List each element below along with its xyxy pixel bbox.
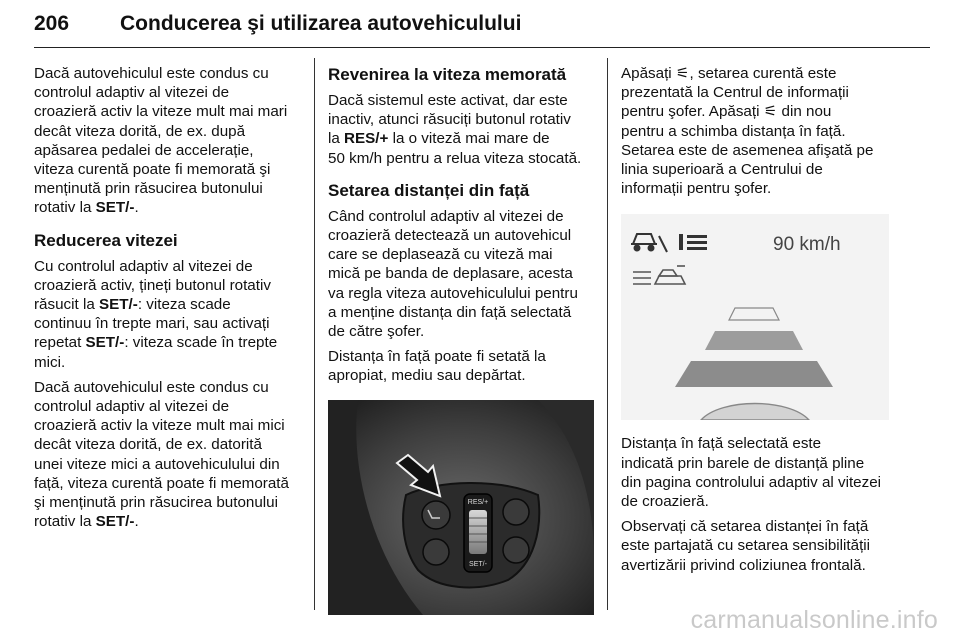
driver-info-display-illustration: [621, 214, 889, 420]
res-label: RES/+: [467, 498, 489, 506]
heading-resume-speed: Revenirea la viteza memorată: [328, 65, 567, 84]
column-divider: [314, 58, 315, 610]
distance-bar-medium: [705, 331, 803, 350]
steering-wheel-illustration: [328, 400, 594, 615]
driver-info-display-figure: [621, 214, 889, 420]
watermark: carmanualsonline.info: [690, 606, 938, 634]
paragraph-shared-setting-note: Observați că setarea distanței în față este partajată cu setarea sensibilității avertizării privind coliziunea frontală.: [621, 518, 871, 574]
paragraph-press-gap: Apăsați ⚟, setarea curentă este prezentată la Centrul de informații pentru şofer. Apăsați ⚟ din nou pentru a schimba distanța în față. Setarea este de asemenea afişată pe linia superioară a Centrului de informații pentru şofer.: [621, 65, 874, 198]
heading-set-distance: Setarea distanței din față: [328, 180, 530, 200]
display-speed: 90 km/h: [773, 234, 841, 256]
column-middle: [328, 64, 594, 615]
following-distance-icon: ⚟: [763, 103, 778, 121]
page-header: [34, 4, 930, 48]
paragraph-distance-indicated: Distanța în față selectată este indicată prin barele de distanță pline din pagina controlului adaptiv al vitezei de croazieră.: [621, 435, 882, 511]
set-label: SET/-: [469, 560, 487, 568]
column-right: [621, 64, 896, 581]
paragraph-distance-control: Când controlul adaptiv al vitezei de croazieră detectează un autovehicul care se deplasează cu viteză mai mică pe banda de deplasare, acesta va regla viteza autovehiculului pentru a menține distanța din față selectată de către şofer.: [328, 207, 578, 341]
page-title: Conducerea şi utilizarea autovehiculului: [120, 12, 522, 35]
paragraph-distance-options: Distanța în față poate fi setată la apropiat, mediu sau depărtat.: [328, 348, 546, 385]
column-left: [34, 64, 304, 537]
page-number: 206: [34, 12, 70, 35]
paragraph-memorize-speed-high: Dacă autovehiculul este condus cu controlul adaptiv al vitezei de croazieră activ la viteze mult mai mari decât viteza dorită, de ex. după apăsarea pedalei de accelerație, viteza curentă poate fi memorată şi menținută prin răsucirea butonului rotativ la SET/-.: [34, 65, 288, 217]
column-divider: [607, 58, 608, 610]
paragraph-resume-speed: Dacă sistemul este activat, dar este inactiv, atunci răsuciți butonul rotativ la RES/+ la o viteză mai mare de 50 km/h pentru a relua viteza stocată.: [328, 92, 582, 167]
heading-reduce-speed: Reducerea vitezei: [34, 230, 178, 250]
steering-wheel-figure: [328, 400, 594, 615]
following-distance-icon: ⚟: [675, 65, 690, 82]
paragraph-reduce-speed: Cu controlul adaptiv al vitezei de croazieră activ, țineți butonul rotativ răsucit la SET/-: viteza scade continuu în trepte mari, sau activați repetat SET/-: viteza scade în trepte mici.: [34, 257, 278, 371]
paragraph-memorize-speed-low: Dacă autovehiculul este condus cu controlul adaptiv al vitezei de croazieră activ la viteze mult mai mici decât viteza dorită, de ex. datorită unei viteze mici a autovehiculului din față, viteza curentă poate fi memorată şi menținută prin răsucirea butonului rotativ la SET/-.: [34, 378, 289, 531]
distance-bar-near: [675, 361, 833, 387]
